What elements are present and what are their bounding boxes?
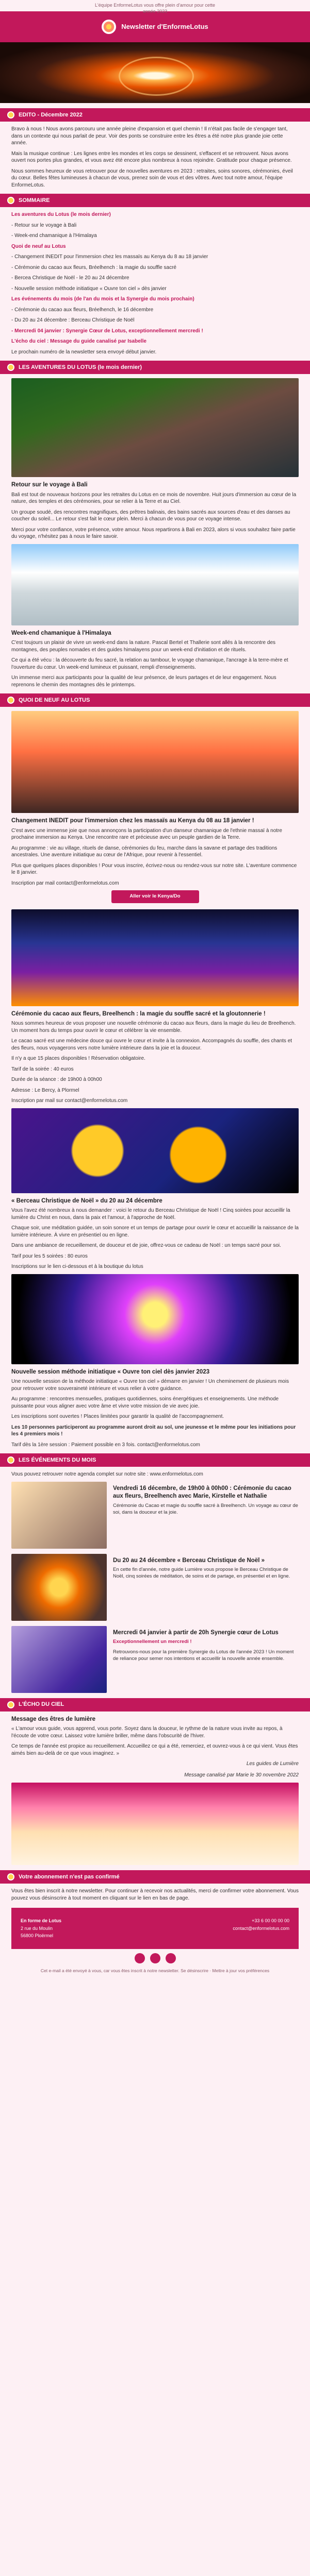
kenya-title: Changement INEDIT pour l'immersion chez les massaïs au Kenya du 08 au 18 janvier ! <box>11 818 254 824</box>
himalaya-paragraph: C'est toujours un plaisir de vivre un week-end dans la nature. Pascal Bertel et Thallerie sont allés à la rencontre des montagnes, des peuples nomades et des guides himalayens pour un week-end d'initiation et de rituels. <box>11 640 276 653</box>
event-image <box>11 1626 107 1693</box>
quoi-heading: QUOI DE NEUF AU LOTUS <box>19 697 90 703</box>
himalaya-paragraph: Un immense merci aux participants pour la qualité de leur présence, de leurs partages et de leur engagement. Nous reprenons le chemin des montagnes dès le printemps. <box>11 675 276 688</box>
edito-paragraph: Mais la musique continue : Les lignes entre les mondes et les corps se dessinent, s'effacent et se retrouvent. Nous avons ouvert nos portes plus grandes, et vous avez été encore plus nombreux à nous rejoindre. Gratitude pour chaque présence. <box>11 150 292 163</box>
preheader-line1: L'équipe EnformeLotus vous offre plein d'amour pour cette <box>95 3 215 8</box>
echo-bar <box>0 1698 310 1711</box>
cacao-paragraph: Nous sommes heureux de vous proposer une nouvelle cérémonie du cacao aux fleurs, dans la magie du lieu de Breelhench. Un moment hors du temps pour ouvrir le cœur et célébrer la vie ensemble. <box>11 1021 296 1033</box>
event-card <box>0 1554 310 1621</box>
sommaire-item[interactable]: - Week-end chamanique à l'Himalaya <box>11 233 97 239</box>
event-image <box>11 1554 107 1621</box>
cacao-image <box>11 909 299 1006</box>
echo-signature-date: Message canalisé par Marie le 30 novembre 2022 <box>184 1772 299 1778</box>
sommaire-item[interactable]: - Retour sur le voyage à Bali <box>11 222 77 228</box>
sommaire-item[interactable]: - Mercredi 04 janvier : Synergie Cœur de Lotus, exceptionnellement mercredi ! <box>11 328 203 334</box>
kenya-button[interactable]: Aller voir le Kenya/Do <box>111 890 199 903</box>
sommaire-item[interactable]: - Changement INEDIT pour l'immersion chez les massaïs au Kenya du 8 au 18 janvier <box>11 254 208 260</box>
evenements-bar <box>0 1453 310 1467</box>
ciel-image <box>11 1274 299 1364</box>
lotus-icon <box>7 1873 14 1880</box>
evenements-heading: LES ÉVÉNEMENTS DU MOIS <box>19 1456 96 1463</box>
lotus-logo-icon <box>102 20 116 34</box>
quoi-bar <box>0 693 310 707</box>
preheader <box>0 0 310 14</box>
footer-mail[interactable]: contact@enformelotus.com <box>233 1925 289 1931</box>
soutien-paragraph: Vous êtes bien inscrit à notre newsletter. Pour continuer à recevoir nos actualités, merci de confirmer votre abonnement. Vous pouvez vous désinscrire à tout moment en cliquant sur le lien en bas de page. <box>11 1888 299 1901</box>
himalaya-image <box>11 544 299 625</box>
echo-paragraph: Ce temps de l'année est propice au recueillement. Accueillez ce qui a été, remerciez, et ouvrez-vous à ce qui vient. Vous êtes aimés bien au-delà de ce que vous imaginez. » <box>11 1743 298 1756</box>
preheader-line2: année 2023 <box>142 9 168 14</box>
bali-paragraph: Merci pour votre confiance, votre présence, votre amour. Nous repartirons à Bali en 2023, alors si vous souhaitez faire partie du voyage, n'hésitez pas à nous le faire savoir. <box>11 527 296 540</box>
ciel-paragraph: Une nouvelle session de la méthode initiatique « Ouvre ton ciel » démarre en janvier ! Un cheminement de plusieurs mois pour retrouver votre souveraineté intérieure et vous relier à votre guidance. <box>11 1379 289 1392</box>
event-image <box>11 1482 107 1549</box>
noel-paragraph: Dans une ambiance de recueillement, de douceur et de joie, offrez-vous ce cadeau de Noël : un temps sacré pour soi. <box>11 1243 281 1249</box>
evenements-intro: Vous pouvez retrouver notre agenda complet sur notre site : www.enformelotus.com <box>11 1471 203 1478</box>
footer-address: 2 rue du Moulin <box>21 1925 53 1931</box>
event-card <box>0 1482 310 1549</box>
soutien-heading: Votre abonnement n'est pas confirmé <box>19 1874 120 1880</box>
edito-bar <box>0 108 310 122</box>
event-title: Du 20 au 24 décembre « Berceau Christique de Noël » <box>113 1557 265 1564</box>
kenya-paragraph: Au programme : vie au village, rituels de danse, cérémonies du feu, marche dans la savane et partage des traditions ancestrales. Une aventure initiatique au cœur de l'Afrique, pour revenir à l'essentiel. <box>11 845 278 858</box>
footer-phone[interactable]: +33 6 00 00 00 00 <box>252 1918 289 1924</box>
sommaire-item[interactable]: - Nouvelle session méthode initiatique « Ouvre ton ciel » dès janvier <box>11 285 167 292</box>
kenya-paragraph: C'est avec une immense joie que nous annonçons la participation d'un danseur chamanique de l'ethnie massaï à notre prochaine immersion au Kenya. Une rencontre rare et précieuse avec un peuple gardien de la Terre. <box>11 827 282 841</box>
kenya-paragraph: Plus que quelques places disponibles ! Pour vous inscrire, écrivez-nous ou rendez-vous sur notre site. L'aventure commence le 8 janvier. <box>11 862 297 876</box>
lotus-icon <box>7 364 14 371</box>
soutien-bar <box>0 1870 310 1884</box>
sommaire-item[interactable]: - Bercea Christique de Noël - le 20 au 24 décembre <box>11 275 129 281</box>
bali-paragraph: Bali est tout de nouveaux horizons pour les retraites du Lotus en ce mois de novembre. Huit jours d'immersion au cœur de la nature, des temples et des cérémonies, pour se relier à la Terre et au Ciel. <box>11 492 297 505</box>
noel-title: « Berceau Christique de Noël » du 20 au 24 décembre <box>11 1197 162 1204</box>
instagram-icon[interactable] <box>150 1953 160 1963</box>
bali-image <box>11 378 299 477</box>
himalaya-paragraph: Ce qui a été vécu : la découverte du feu sacré, la relation au tambour, le voyage chamanique, l'ancrage à la terre-mère et l'ouverture du cœur. Un week-end lumineux et puissant, rempli d'enseignements. <box>11 657 288 670</box>
echo-signature: Les guides de Lumière <box>246 1761 299 1767</box>
event-paragraph: En cette fin d'année, notre guide Lumière vous propose le Berceau Christique de Noël, cinq soirées de méditation, de soins et de partage, en présentiel et en ligne. <box>113 1567 290 1580</box>
event-paragraph: Retrouvons-nous pour la première Synergie du Lotus de l'année 2023 ! Un moment de reliance pour semer nos intentions et accueillir la nouvelle année ensemble. <box>113 1649 294 1662</box>
cacao-title: Cérémonie du cacao aux fleurs, Breelhench : la magie du souffle sacré et la gloutonnerie ! <box>11 1010 266 1017</box>
ciel-paragraph: Au programme : rencontres mensuelles, pratiques quotidiennes, soins énergétiques et enseignements. Une méthode puissante pour vous aligner avec votre âme et vivre votre mission de vie avec joie. <box>11 1396 279 1409</box>
sommaire-item[interactable]: Les aventures du Lotus (le mois dernier) <box>11 212 111 217</box>
noel-image <box>11 1108 299 1193</box>
cacao-info: Durée de la séance : de 19h00 à 00h00 <box>11 1077 102 1083</box>
bali-paragraph: Un groupe soudé, des rencontres magnifiques, des prêtres balinais, des bains sacrés aux sources d'eau et des danses au coucher du soleil... Le retour s'est fait le cœur plein. Merci à chacun de vous pour ce voyage intense. <box>11 509 290 522</box>
himalaya-title: Week-end chamanique à l'Himalaya <box>11 630 111 636</box>
social-links <box>0 1953 310 1963</box>
sommaire-item[interactable]: - Cérémonie du cacao aux fleurs, Bréelhench, le 16 décembre <box>11 307 154 313</box>
sommaire-item[interactable]: - Du 20 au 24 décembre : Berceau Christique de Noël <box>11 317 135 323</box>
sommaire-item[interactable]: Quoi de neuf au Lotus <box>11 243 66 249</box>
sky-image <box>11 1783 299 1865</box>
legal-text[interactable]: Cet e-mail a été envoyé à vous, car vous êtes inscrit à notre newsletter. Se désinscrire · Mettre à jour vos préférences <box>40 1968 270 1973</box>
lotus-icon <box>7 197 14 204</box>
lotus-icon <box>7 1701 14 1708</box>
aventures-bar <box>0 361 310 374</box>
lotus-icon <box>7 1456 14 1464</box>
lotus-icon <box>7 697 14 704</box>
youtube-icon[interactable] <box>166 1953 176 1963</box>
event-subtitle: Exceptionnellement un mercredi ! <box>113 1639 192 1645</box>
sommaire-item[interactable]: Les événements du mois (de l'an du mois et la Synergie du mois prochain) <box>11 296 194 302</box>
event-paragraph: Cérémonie du Cacao et magie du souffle sacré à Breelhench. Un voyage au cœur de soi, dans la douceur et la joie. <box>113 1502 298 1515</box>
footer <box>11 1908 299 1948</box>
hero-image <box>0 42 310 103</box>
echo-paragraph: « L'amour vous guide, vous apprend, vous porte. Soyez dans la douceur, le rythme de la nature vous invite au repos, à l'écoute de votre cœur. Laissez votre lumière briller, même dans l'obscurité de l'hiver. <box>11 1726 283 1739</box>
cacao-info: Adresse : Le Bercy, à Plormel <box>11 1087 79 1093</box>
event-title: Vendredi 16 décembre, de 19h00 à 00h00 : Cérémonie du cacao aux fleurs, Breelhench avec Marie, Kirstelle et Nathalie <box>113 1485 291 1500</box>
echo-heading: L'ÉCHO DU CIEL <box>19 1701 64 1708</box>
footer-address: 56800 Ploërmel <box>21 1933 54 1939</box>
noel-paragraph: Chaque soir, une méditation guidée, un soin sonore et un temps de partage pour ouvrir le cœur et accueillir la naissance de la lumière intérieure. À vivre en présentiel ou en ligne. <box>11 1225 299 1238</box>
header <box>0 11 310 42</box>
footer-name: En forme de Lotus <box>21 1918 62 1924</box>
sommaire-footnote: Le prochain numéro de la newsletter sera envoyé début janvier. <box>11 349 157 355</box>
ciel-title: Nouvelle session méthode initiatique « Ouvre ton ciel dès janvier 2023 <box>11 1368 210 1375</box>
aventures-heading: LES AVENTURES DU LOTUS (le mois dernier) <box>19 364 142 370</box>
sommaire-echo[interactable]: L'écho du ciel : Message du guide canalisé par Isabelle <box>11 338 146 344</box>
edito-heading: EDITO - Décembre 2022 <box>19 111 83 118</box>
noel-contact[interactable]: Inscriptions sur le lien ci-dessous et à la boutique du lotus <box>11 1264 143 1270</box>
sommaire-heading: SOMMAIRE <box>19 197 50 204</box>
event-card <box>0 1626 310 1693</box>
cacao-paragraph: Il n'y a que 15 places disponibles ! Réservation obligatoire. <box>11 1056 145 1062</box>
kenya-contact[interactable]: Inscription par mail contact@enformelotus.com <box>11 880 119 886</box>
edito-paragraph: Nous sommes heureux de vous retrouver pour de nouvelles aventures en 2023 : retraites, soins sonores, cérémonies, éveil du cœur. Belles fêtes lumineuses à chacun de vous, prenez soin de vous et des vôtres. Avec tout notre amour, l'équipe EnformeLotus. <box>11 168 293 188</box>
bali-title: Retour sur le voyage à Bali <box>11 482 88 488</box>
lotus-icon <box>7 111 14 118</box>
edito-paragraph: Bravo à nous ! Nous avons parcouru une année pleine d'expansion et quel chemin ! Il n'était pas facile de s'engager tant, dans un contexte qui nous parlait de peur. Voir des ponts se construire entre les êtres a été notre plus grande joie cette année. <box>11 126 288 146</box>
sommaire-bar <box>0 194 310 207</box>
facebook-icon[interactable] <box>135 1953 145 1963</box>
ciel-paragraph: Les inscriptions sont ouvertes ! Places limitées pour garantir la qualité de l'accompagnement. <box>11 1414 224 1420</box>
ciel-note: Les 10 personnes participeront au programme auront droit au sol, une jeunesse et le même pour les initiations pour les 4 premiers mois ! <box>11 1424 296 1437</box>
echo-title: Message des êtres de lumière <box>11 1716 95 1722</box>
sommaire-item[interactable]: - Cérémonie du cacao aux fleurs, Bréelhench : la magie du souffle sacré <box>11 264 176 270</box>
kenya-image <box>11 711 299 813</box>
header-title: Newsletter d'EnformeLotus <box>121 23 208 31</box>
noel-paragraph: Vous l'avez été nombreux à nous demander : voici le retour du Berceau Christique de Noël ! Cinq soirées pour accueillir la lumière du Christ en nous, dans la paix et l'amour, à l'approche de Noël. <box>11 1208 290 1221</box>
cacao-paragraph: Le cacao sacré est une médecine douce qui ouvre le cœur et invite à la connexion. Accompagnés du souffle, des chants et des fleurs, nous voyagerons vers notre lumière intérieure dans la joie et la douceur. <box>11 1038 292 1051</box>
noel-price: Tarif pour les 5 soirées : 80 euros <box>11 1253 88 1259</box>
cacao-contact[interactable]: Inscription par mail sur contact@enformelotus.com <box>11 1098 128 1104</box>
event-title: Mercredi 04 janvier à partir de 20h Synergie cœur de Lotus <box>113 1629 279 1636</box>
cacao-info: Tarif de la soirée : 40 euros <box>11 1066 74 1072</box>
ciel-contact[interactable]: Tarif dès la 1ère session : Paiement possible en 3 fois. contact@enformelotus.com <box>11 1442 200 1448</box>
